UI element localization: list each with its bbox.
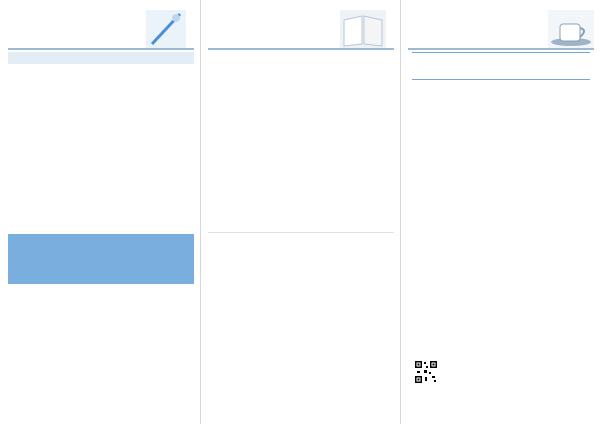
qr-code-icon	[414, 360, 438, 384]
psalm-panel	[200, 0, 400, 424]
book-icon	[340, 10, 386, 48]
panel-header	[8, 10, 194, 50]
pen-icon	[146, 10, 186, 48]
message-card	[8, 234, 194, 284]
column-title	[412, 52, 590, 80]
column-panel	[400, 0, 600, 424]
order-of-service-panel	[0, 0, 200, 424]
signature	[444, 366, 594, 373]
panel-header	[408, 10, 594, 50]
section-bar	[8, 52, 194, 64]
panel-header	[208, 10, 394, 50]
coffee-cup-icon	[548, 10, 594, 48]
divider	[208, 232, 394, 233]
